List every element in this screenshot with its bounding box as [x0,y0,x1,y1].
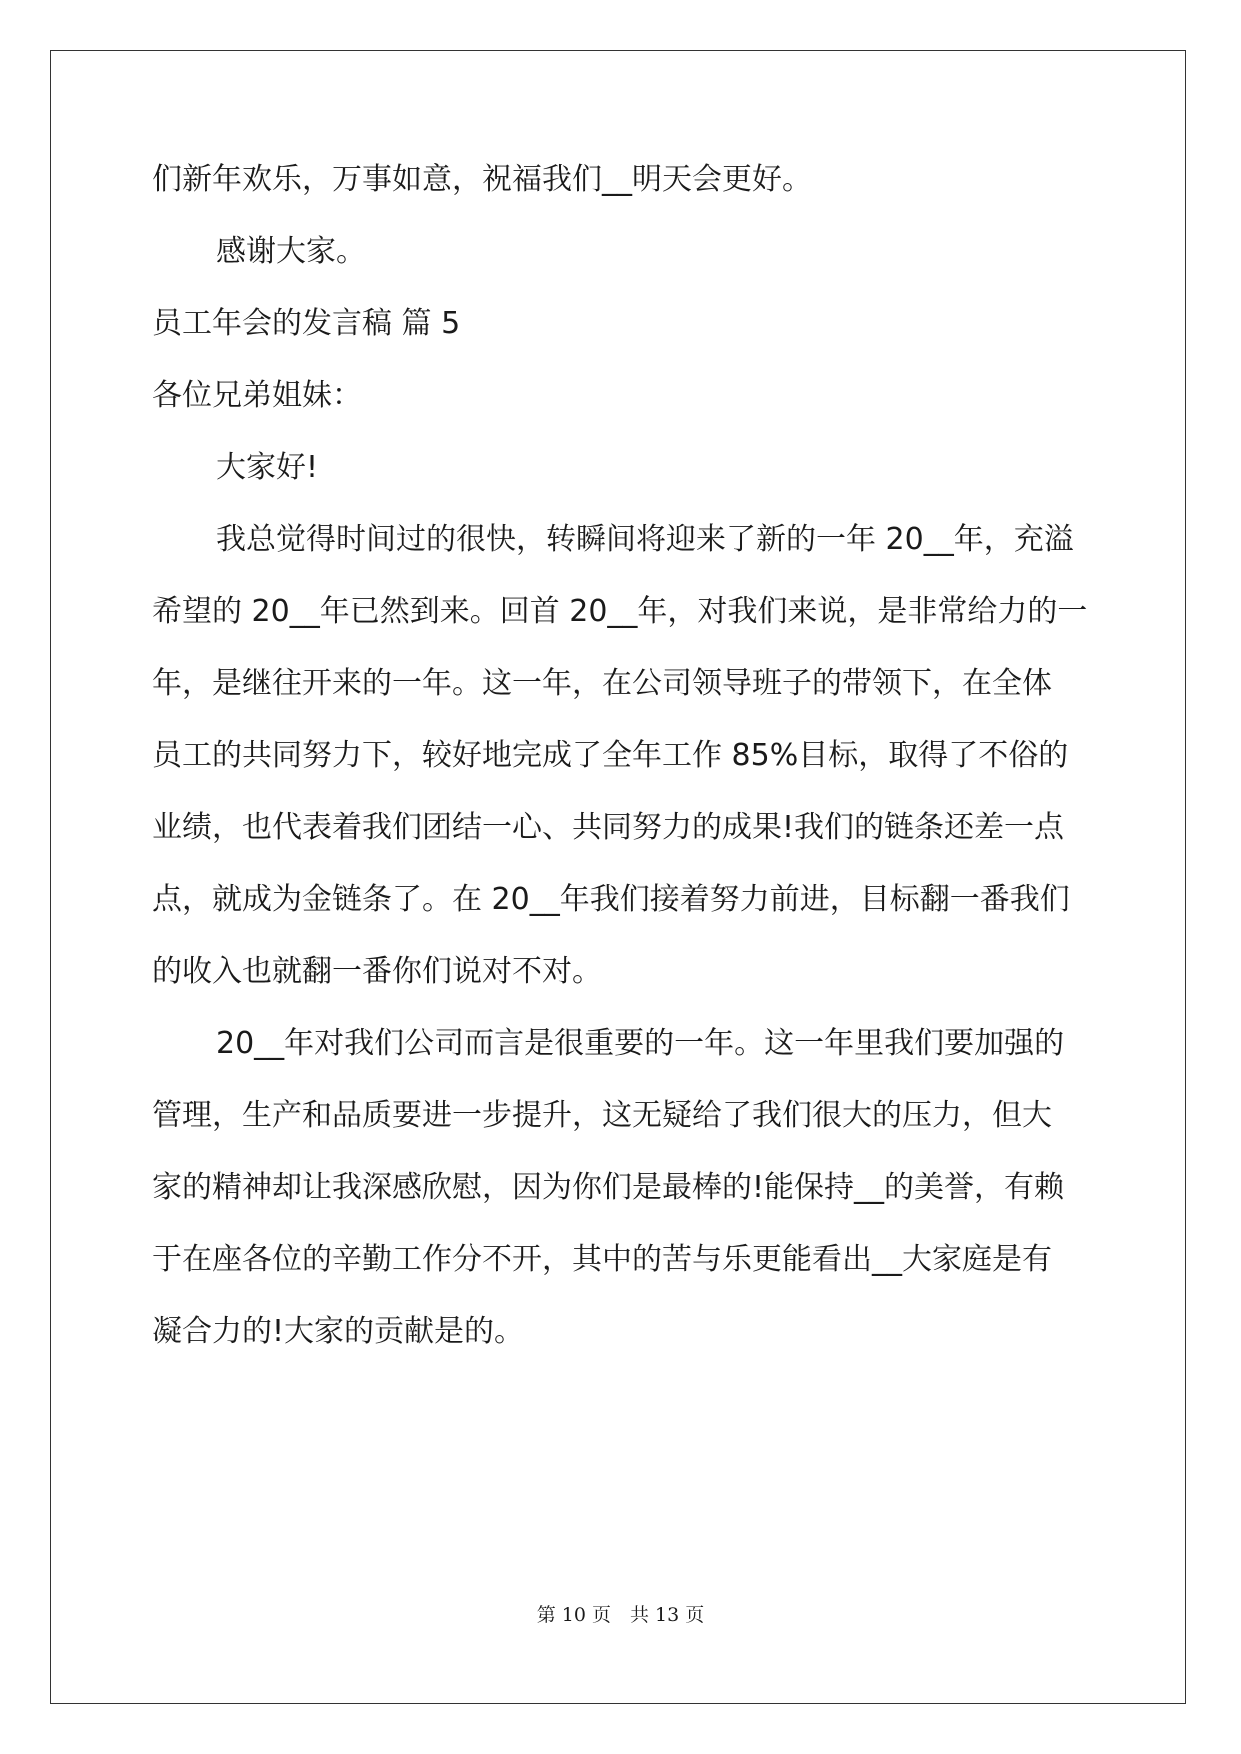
text-line: 我总觉得时间过的很快，转瞬间将迎来了新的一年 20__年，充溢 [216,522,1074,557]
greeting: 大家好! [216,450,319,485]
text-line: 业绩，也代表着我们团结一心、共同努力的成果!我们的链条还差一点 [152,810,1065,845]
text-line: 家的精神却让我深感欣慰，因为你们是最棒的!能保持__的美誉，有赖 [152,1170,1065,1205]
text-line: 感谢大家。 [216,234,366,269]
text-line: 凝合力的!大家的贡献是的。 [152,1314,525,1349]
section-heading: 员工年会的发言稿 篇 5 [152,306,461,341]
text-line: 点，就成为金链条了。在 20__年我们接着努力前进，目标翻一番我们 [152,882,1070,917]
text-line: 于在座各位的辛勤工作分不开，其中的苦与乐更能看出__大家庭是有 [152,1242,1052,1277]
text-line: 年，是继往开来的一年。这一年，在公司领导班子的带领下，在全体 [152,666,1052,701]
text-line: 20__年对我们公司而言是很重要的一年。这一年里我们要加强的 [216,1026,1065,1061]
text-line: 希望的 20__年已然到来。回首 20__年，对我们来说，是非常给力的一 [152,594,1088,629]
text-line: 管理，生产和品质要进一步提升，这无疑给了我们很大的压力，但大 [152,1098,1052,1133]
text-line: 的收入也就翻一番你们说对不对。 [152,954,602,989]
page-number-footer: 第 10 页 共 13 页 [536,1604,705,1626]
text-line: 们新年欢乐，万事如意，祝福我们__明天会更好。 [152,162,812,197]
text-line: 员工的共同努力下，较好地完成了全年工作 85%目标，取得了不俗的 [152,738,1069,773]
salutation: 各位兄弟姐妹： [152,378,362,413]
page-border [50,50,1186,1704]
